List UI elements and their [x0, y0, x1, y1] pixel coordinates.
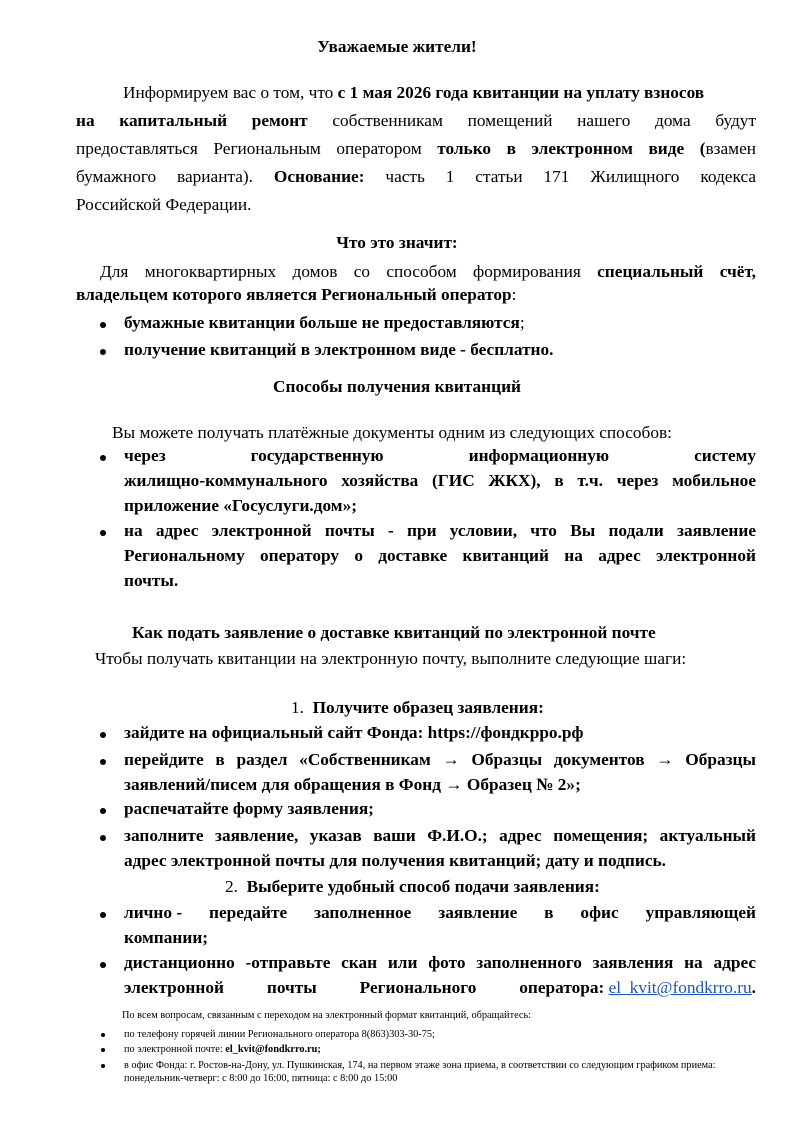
intro-emphasis: только в электронном виде (: [437, 139, 706, 158]
submit-personal-line-2: компании;: [124, 928, 209, 947]
footer-office-line-1: в офис Фонда: г. Ростов-на-Дону, ул. Пушкинская, 174, на первом этаже зона приема, в соответствии со следующим графиком приема:: [124, 1060, 716, 1071]
intro-text: часть 1 статьи 171 Жилищного кодекса: [364, 167, 756, 186]
period: .: [751, 978, 756, 997]
method-gis-line-1: [124, 443, 756, 469]
footer-intro: По всем вопросам, связанным с переходом на электронный формат квитанций, обращайтесь:: [122, 1010, 532, 1021]
list-item: [124, 310, 525, 336]
bullet-marker: [100, 732, 106, 738]
bullet-marker: [100, 912, 106, 918]
step-number: 2.: [225, 877, 238, 896]
word: передайте: [208, 903, 288, 922]
method-email-line-2: Региональному оператору о доставке квитанций на адрес электронной: [124, 546, 756, 565]
section-title-meaning: Что это значит:: [336, 233, 458, 252]
meaning-text: Для многоквартирных домов со способом формирования: [100, 262, 598, 281]
word: заполненное: [314, 903, 412, 922]
bullet-marker: [100, 808, 106, 814]
intro-line-4: [76, 164, 756, 190]
word: почты: [266, 978, 317, 997]
step-title: Выберите удобный способ подачи заявления:: [246, 877, 600, 896]
intro-line-1: [123, 80, 756, 106]
meaning-text: :: [511, 285, 517, 304]
footer-email-value[interactable]: el_kvit@fondkrro.ru;: [225, 1044, 321, 1055]
word: государственную: [250, 446, 384, 465]
email-with-label: [519, 975, 756, 1001]
footer-office-line-2: понедельник-четверг: с 8:00 до 16:00, пятница: с 8:00 до 15:00: [124, 1073, 398, 1084]
word: электронной: [124, 978, 224, 997]
step-number: 1.: [291, 698, 304, 717]
basis-label: Основание:: [273, 167, 365, 186]
bullet-marker: [100, 322, 106, 328]
footer-phone: по телефону горячей линии Регионального оператора 8(863)303-30-75;: [124, 1029, 435, 1040]
intro-text: бумажного варианта).: [76, 167, 274, 186]
submit-remote-line-1: дистанционно -отправьте скан или фото заполненного заявления на адрес: [124, 953, 756, 972]
step-2-heading: [225, 874, 600, 900]
step-1-item: перейдите в раздел «Собственникам → Образцы документов → Образцы: [124, 750, 756, 769]
bullet-marker: [101, 1033, 105, 1037]
meaning-line-2: [76, 282, 516, 308]
word: Регионального: [359, 978, 477, 997]
section-title-email: Как подать заявление о доставке квитанций по электронной почте: [132, 623, 656, 642]
bullet-marker: [100, 835, 106, 841]
bullet-marker: [100, 962, 106, 968]
step-1-item-cont: заявлений/писем для обращения в Фонд → Образец № 2»;: [124, 775, 581, 794]
word: управляющей: [645, 903, 756, 922]
method-gis-line-2: жилищно-коммунального хозяйства (ГИС ЖКХ), в т.ч. через мобильное: [124, 471, 756, 490]
intro-emphasis: с 1 мая 2026 года квитанции на уплату взносов: [337, 83, 705, 102]
bullet-marker: [100, 759, 106, 765]
step-1-item-cont: адрес электронной почты для получения квитанций; дату и подпись.: [124, 851, 666, 870]
list-item-text: бумажные квитанции больше не предоставляются: [124, 313, 520, 332]
step-1-item: зайдите на официальный сайт Фонда: https://фондкрро.рф: [124, 723, 584, 742]
bullet-marker: [100, 455, 106, 461]
submit-remote-line-2: [124, 975, 756, 1001]
word: оператора:: [519, 978, 605, 997]
page-title: Уважаемые жители!: [317, 37, 477, 56]
step-1-item: заполните заявление, указав ваши Ф.И.О.; адрес помещения; актуальный: [124, 826, 756, 845]
step-1-item: распечатайте форму заявления;: [124, 799, 374, 818]
method-email-line-1: на адрес электронной почты - при условии, что Вы подали заявление: [124, 521, 756, 540]
email-intro: Чтобы получать квитанции на электронную почту, выполните следующие шаги:: [95, 649, 687, 668]
word: в: [544, 903, 554, 922]
word: заявление: [438, 903, 518, 922]
word: офис: [580, 903, 619, 922]
intro-line-3: [76, 136, 756, 162]
intro-text: Информируем вас о том, что: [123, 83, 338, 102]
step-title: Получите образец заявления:: [312, 698, 544, 717]
submit-personal-line-1: [124, 900, 756, 926]
intro-line-2: [76, 108, 756, 134]
email-link[interactable]: el_kvit@fondkrro.ru: [608, 978, 752, 997]
list-item-tail: ;: [519, 313, 525, 332]
section-title-methods: Способы получения квитанций: [273, 377, 521, 396]
bullet-marker: [101, 1064, 105, 1068]
meaning-emphasis: владельцем которого является Региональный оператор: [76, 285, 512, 304]
meaning-emphasis: специальный счёт,: [597, 262, 756, 281]
intro-text: взамен: [705, 139, 756, 158]
intro-emphasis: на капитальный ремонт: [76, 111, 308, 130]
word: систему: [694, 446, 756, 465]
bullet-marker: [100, 349, 106, 355]
intro-line-5: Российской Федерации.: [76, 195, 252, 214]
word: информационную: [468, 446, 610, 465]
bullet-marker: [100, 530, 106, 536]
bullet-marker: [101, 1048, 105, 1052]
word: через: [124, 446, 166, 465]
footer-email-label: по электронной почте:: [124, 1044, 226, 1055]
step-1-heading: [291, 695, 544, 721]
method-email-line-3: почты.: [124, 571, 179, 590]
word: лично -: [124, 903, 183, 922]
method-gis-line-3: приложение «Госуслуги.дом»;: [124, 496, 357, 515]
intro-text: собственникам помещений нашего дома будут: [307, 111, 757, 130]
list-item: получение квитанций в электронном виде - бесплатно.: [124, 340, 554, 359]
methods-intro: Вы можете получать платёжные документы одним из следующих способов:: [112, 423, 672, 442]
footer-email: [124, 1043, 321, 1056]
intro-text: предоставляться Региональным оператором: [76, 139, 438, 158]
